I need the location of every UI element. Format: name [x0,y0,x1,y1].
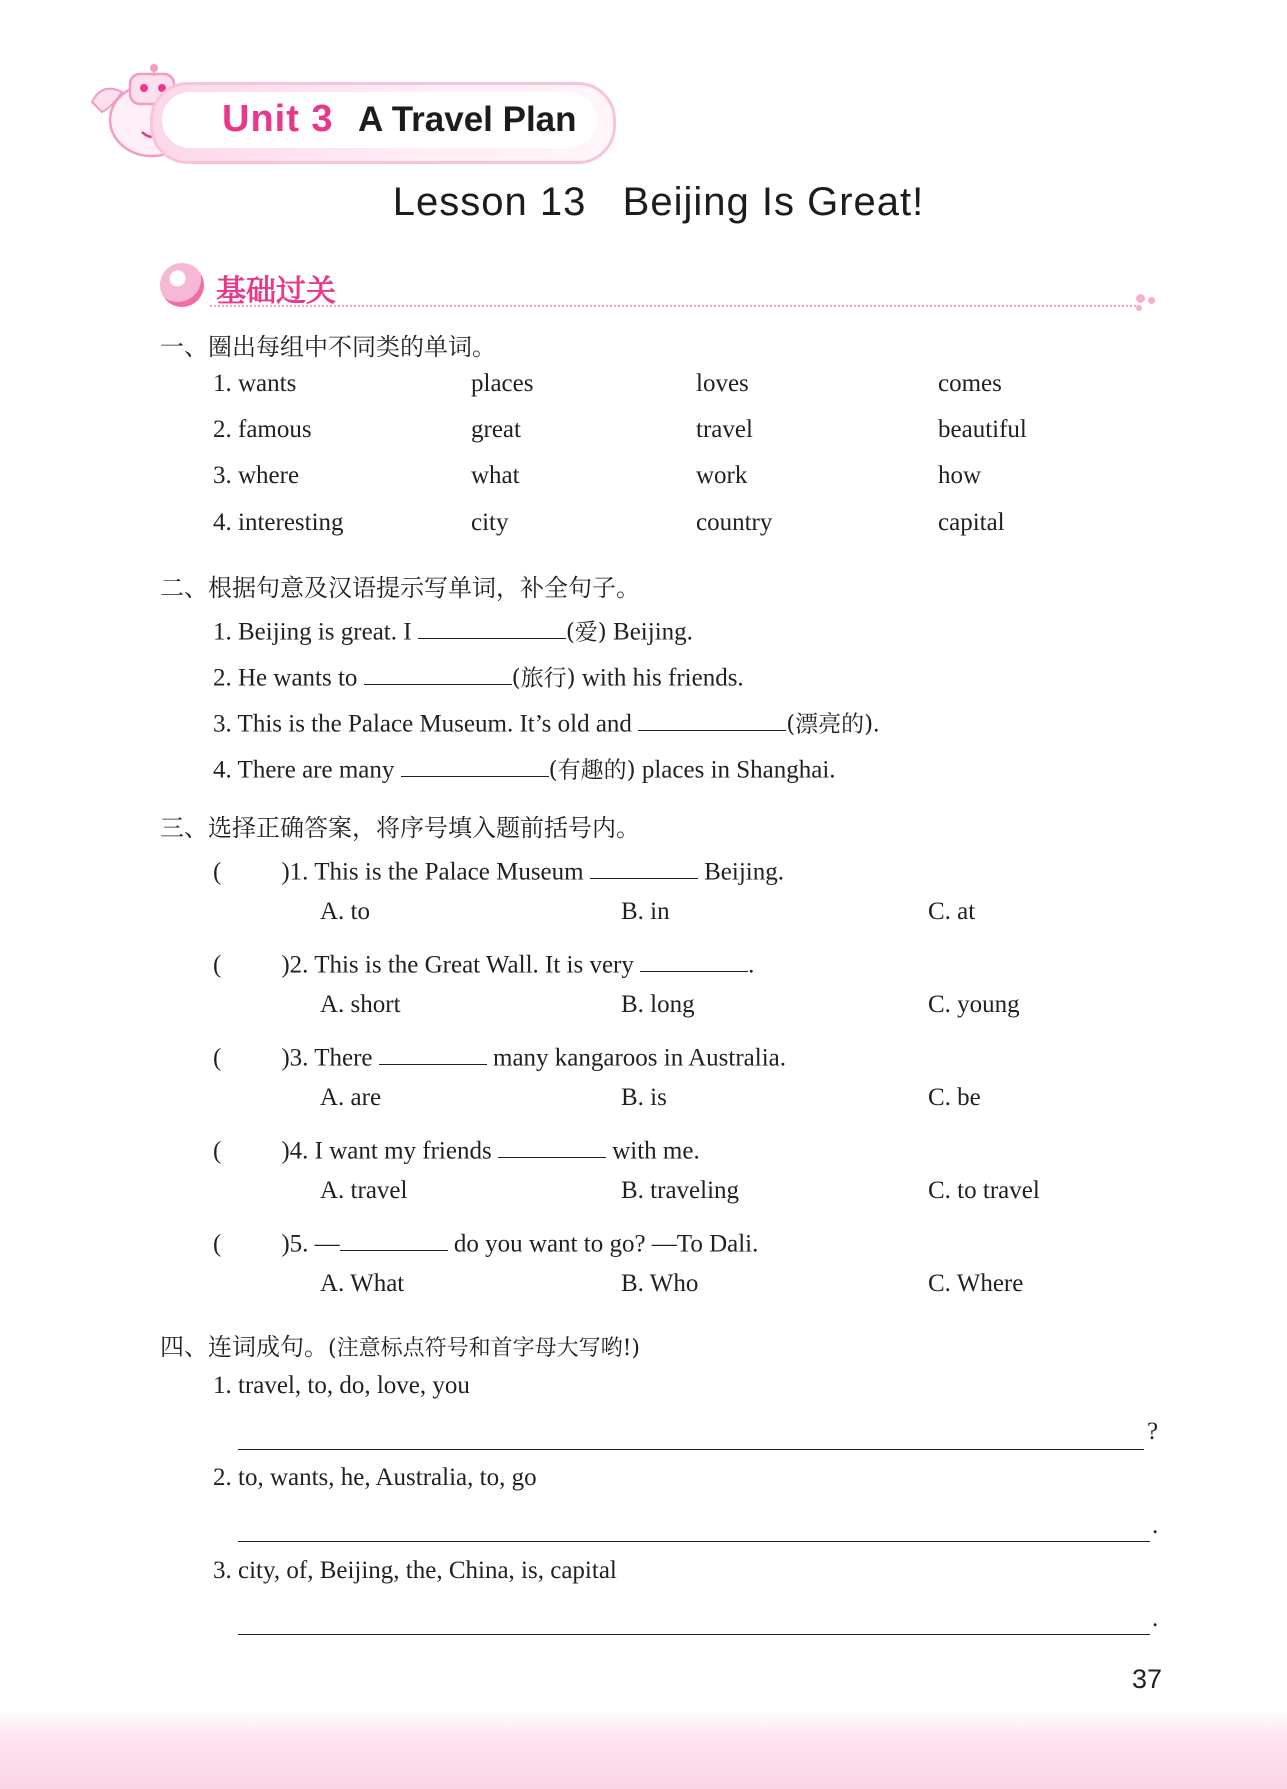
option-a[interactable]: A. travel [320,1177,408,1204]
divider-dot-icon [1136,305,1142,311]
q3-options [320,1084,1120,1120]
q2-hint: (爱) [565,619,607,646]
header-banner [0,0,1287,170]
q3-item [213,945,754,979]
q3-text: many kangaroos in Australia. [486,1044,786,1072]
q1-word[interactable]: country [696,509,773,536]
q3-blank[interactable] [640,945,748,972]
q2-blank[interactable] [364,658,512,685]
q1-row [213,416,1113,456]
q1-word[interactable]: work [696,462,748,489]
q4-note: (注意标点符号和首字母大写哟!) [328,1336,641,1361]
q2-hint: (漂亮的) [786,711,874,738]
q2-text: Beijing. [606,618,693,646]
q2-blank[interactable] [418,612,566,639]
q1-heading: 一、圈出每组中不同类的单词。 [160,334,496,361]
section-divider [210,305,1140,307]
q3-heading: 三、选择正确答案，将序号填入题前括号内。 [160,815,640,842]
option-c[interactable]: C. young [928,991,1020,1018]
q3-item [213,852,784,886]
q1-row [213,509,1113,549]
option-a[interactable]: A. to [320,898,370,925]
q3-options [320,1177,1120,1213]
q3-text: . [748,951,755,979]
q1-row [213,370,1113,410]
q3-blank[interactable] [340,1224,448,1251]
option-b[interactable]: B. traveling [621,1177,740,1204]
q3-options [320,991,1120,1027]
option-c[interactable]: C. to travel [928,1177,1040,1204]
q3-blank[interactable] [379,1038,487,1065]
q2-item [213,658,744,692]
option-b[interactable]: B. in [621,898,670,925]
q4-heading: 四、连词成句。 [160,1334,328,1361]
q2-text: 4. There are many [213,756,401,784]
q4-answer-line[interactable] [238,1634,1150,1635]
q4-end-punct: . [1152,1512,1159,1539]
q1-word[interactable]: how [938,462,982,489]
unit-label: Unit 3 [222,98,334,140]
q2-text: 1. Beijing is great. I [213,618,418,646]
q2-text: places in Shanghai. [635,756,836,784]
q3-text: )4. I want my friends [281,1137,498,1165]
option-a[interactable]: A. are [320,1084,382,1111]
q1-word[interactable]: great [471,416,521,443]
q4-end-punct: . [1152,1605,1159,1632]
q1-row [213,462,1113,502]
answer-paren[interactable]: ( [213,1230,222,1258]
option-b[interactable]: B. Who [621,1270,699,1297]
q2-item [213,750,836,784]
lesson-title: Lesson 13 Beijing Is Great! [392,180,925,224]
q3-blank[interactable] [590,852,698,879]
option-a[interactable]: A. short [320,991,401,1018]
q2-text: with his friends. [575,664,744,692]
q1-word[interactable]: 2. famous [213,416,312,443]
q4-answer-line[interactable] [238,1449,1144,1450]
q3-text: with me. [605,1137,700,1165]
q2-text: 3. This is the Palace Museum. It’s old and [213,710,639,738]
q1-word[interactable]: city [471,509,509,536]
q1-word[interactable]: beautiful [938,416,1027,443]
q1-word[interactable]: 4. interesting [213,509,344,536]
q2-heading: 二、根据句意及汉语提示写单词，补全句子。 [160,575,640,602]
q4-words: 3. city, of, Beijing, the, China, is, capital [213,1557,617,1584]
answer-paren[interactable]: ( [213,1137,222,1165]
q3-item [213,1224,758,1258]
q3-text: )3. There [281,1044,379,1072]
q3-text: )1. This is the Palace Museum [281,858,590,886]
q1-word[interactable]: what [471,462,520,489]
option-b[interactable]: B. is [621,1084,667,1111]
divider-dot-icon [1136,294,1145,303]
q1-word[interactable]: places [471,370,534,397]
option-c[interactable]: C. at [928,898,976,925]
q3-options [320,1270,1120,1306]
page-number: 37 [1132,1664,1163,1694]
q2-blank[interactable] [401,750,549,777]
q4-end-punct: ? [1147,1418,1159,1445]
q1-word[interactable]: 1. wants [213,370,297,397]
q3-options [320,898,1120,934]
q1-word[interactable]: travel [696,416,753,443]
q1-word[interactable]: loves [696,370,749,397]
q3-text: Beijing. [697,858,784,886]
option-c[interactable]: C. Where [928,1270,1024,1297]
unit-title: A Travel Plan [358,100,577,139]
q3-text: do you want to go? —To Dali. [447,1230,759,1258]
answer-paren[interactable]: ( [213,858,222,886]
q2-text: 2. He wants to [213,664,364,692]
section-badge-icon [160,263,204,307]
divider-dot-icon [1148,297,1155,304]
q4-words: 2. to, wants, he, Australia, to, go [213,1464,537,1491]
q1-word[interactable]: comes [938,370,1002,397]
q2-hint: (有趣的) [548,757,636,784]
answer-paren[interactable]: ( [213,1044,222,1072]
q3-text: )5. — [281,1230,340,1258]
q3-item [213,1038,786,1072]
q2-hint: (旅行) [511,665,576,692]
section-title: 基础过关 [216,275,336,308]
q2-item [213,704,879,738]
q4-answer-line[interactable] [238,1541,1150,1542]
footer-band [0,1710,1287,1789]
option-c[interactable]: C. be [928,1084,981,1111]
q4-words: 1. travel, to, do, love, you [213,1372,470,1399]
answer-paren[interactable]: ( [213,951,222,979]
option-a[interactable]: A. What [320,1270,405,1297]
q3-blank[interactable] [498,1131,606,1158]
q4-heading-row [160,1327,640,1362]
q1-word[interactable]: 3. where [213,462,300,489]
q2-text: . [873,710,880,738]
option-b[interactable]: B. long [621,991,695,1018]
q2-item [213,612,693,646]
q1-word[interactable]: capital [938,509,1005,536]
q3-text: )2. This is the Great Wall. It is very [281,951,641,979]
q3-item [213,1131,700,1165]
q2-blank[interactable] [638,704,786,731]
